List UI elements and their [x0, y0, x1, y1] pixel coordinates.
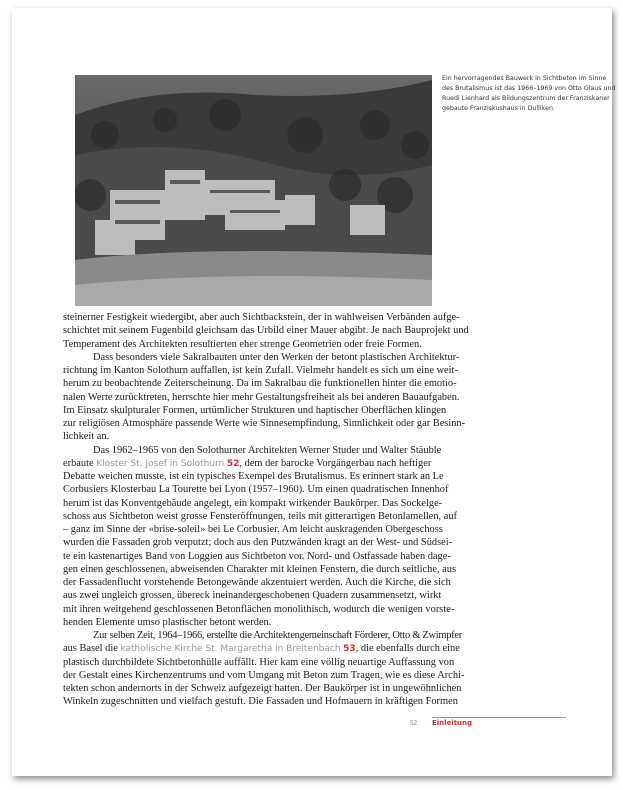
text-line: plastisch durchbildete Sichtbetonhülle auffällt. Hier kam eine völlig neuartige Auffassung von	[63, 656, 455, 668]
footer-divider	[432, 717, 566, 718]
page-number: 52	[410, 719, 417, 727]
text-line: nalen Werte zurücktreten, herrschte hier mehr Gestaltungsfreiheit als bei anderen Bauaufgaben.	[63, 391, 460, 403]
text-line: Das 1962–1965 von den Solothurner Architekten Werner Studer und Walter Stäuble	[93, 444, 442, 456]
reference-number[interactable]: 52	[226, 458, 240, 469]
text-line: Dass besonders viele Sakralbauten unter den Werken der betont plastischen Architektur-	[93, 351, 460, 363]
body-text	[63, 311, 469, 709]
text-line: Winkeln zugeschnitten und vielfach gestuft. Die Fassaden und Hofmauern in kräftigen Formen	[63, 696, 458, 708]
text-line: te ein kastenartiges Band von Loggien aus Sichtbeton vor. Nord- und Ostfassade haben dage-	[63, 550, 451, 562]
text-line: wurden die Fassaden grob verputzt; doch aus den Putzwänden kragt an der West- und Südsei-	[63, 537, 453, 549]
text-line: steinerner Festigkeit wiedergibt, aber auch Sichtbackstein, der in wahlweisen Verbänden aufge-	[63, 312, 460, 323]
text-line: – ganz im Sinne der «brise-soleil» bei Le Corbusier. Am leicht auskragenden Obergeschoss	[63, 524, 443, 535]
text-line: zur religiösen Atmosphäre passende Werte wie Sinnesempfindung, Sinnlichkeit oder gar Besinn-	[63, 418, 466, 429]
text-line: Temperament des Architekten resultierten eher strenge Geometrien oder freie Formen.	[63, 338, 422, 350]
text-fragment: , dem der barocke Vorgängerbau nach heftiger	[239, 457, 432, 469]
text-fragment: , die ebenfalls durch eine	[355, 643, 460, 655]
text-line: Corbusiers Klosterbau La Tourette bei Lyon (1957–1960). Um einen quadratischen Innenhof	[63, 484, 449, 496]
text-line: Zur selben Zeit, 1964–1966, erstellte die Architektengemeinschaft Förderer, Otto & Zwimpfer	[93, 630, 462, 641]
photo-caption: Ein hervorragendes Bauwerk in Sichtbeton im Sinne des Brutalismus ist das 1966–1969 von Otto Glaus und Ruedi Lienhard als Bildungszentrum der Franziskaner gebaute Franziskushaus in Dulliken.	[442, 75, 616, 112]
building-photo	[75, 75, 432, 306]
text-line: der Gestalt eines Kirchenzentrums und vom Umgang mit Beton zum Tragen, wie es diese Archi-	[63, 669, 465, 681]
text-line: herum ist das Konventgebäude angelegt, ein kompakt wirkender Baukörper. Das Sockelge-	[63, 497, 443, 509]
text-fragment: erbaute	[63, 457, 94, 469]
text-line: mit ihren weitgehend geschlossenen Betonflächen monolithisch, wodurch die wenigen vorste-	[63, 603, 455, 615]
text-line	[63, 642, 460, 655]
text-line: schoss aus Sichtbeton weist grosse Fensteröffnungen, teils mit gitterartigen Betonlamellen, auf	[63, 510, 457, 522]
text-line: gen einen geschlossenen, abweisenden Charakter mit kleinen Fenstern, die durch seitliche, aus	[63, 563, 456, 575]
text-line: Im Einsatz skulpturaler Formen, urtümlicher Strukturen und haptischer Oberflächen klingen	[63, 404, 447, 416]
section-title: Einleitung	[432, 719, 473, 727]
reference-number[interactable]: 53	[343, 644, 356, 655]
text-line: der Fassadenflucht vorstehende Betongewände akzentuiert werden. Auch die Kirche, die sich	[63, 577, 451, 588]
text-line	[63, 457, 432, 470]
text-fragment: aus Basel die	[63, 643, 118, 655]
text-line: lichkeit an.	[63, 431, 110, 443]
text-line: schichtet mit seinem Fugenbild gleichsam das Urbild einer Mauer abgibt. Je nach Bauprojekt und	[63, 325, 469, 337]
text-line: aus zwei ungleich grossen, übereck ineinandergeschobenen Quadern zusammensetzt, wirkt	[63, 590, 442, 602]
text-line: tekten schon andernorts in der Schweiz aufgezeigt hatten. Der Baukörper ist in ungewöhnlichen	[63, 683, 462, 694]
text-line: herum zu beobachtende Zeiterscheinung. Da im Sakralbau die funktionellen hinter die emotio-	[63, 378, 457, 390]
text-line: Debatte weichen musste, ist ein typisches Exempel des Brutalismus. Es erinnert stark an Le	[63, 471, 444, 482]
text-line: richtung im Kanton Solothurn auffallen, ist kein Zufall. Vielmehr handelt es sich um eine weit-	[63, 365, 458, 376]
reference-kloster-st-josef[interactable]: Kloster St. Josef in Solothurn	[96, 458, 225, 469]
text-line: henden Elemente umso plastischer betont werden.	[63, 616, 272, 628]
reference-kirche-st-margaretha[interactable]: katholische Kirche St. Margaretha in Breitenbach	[120, 644, 341, 655]
